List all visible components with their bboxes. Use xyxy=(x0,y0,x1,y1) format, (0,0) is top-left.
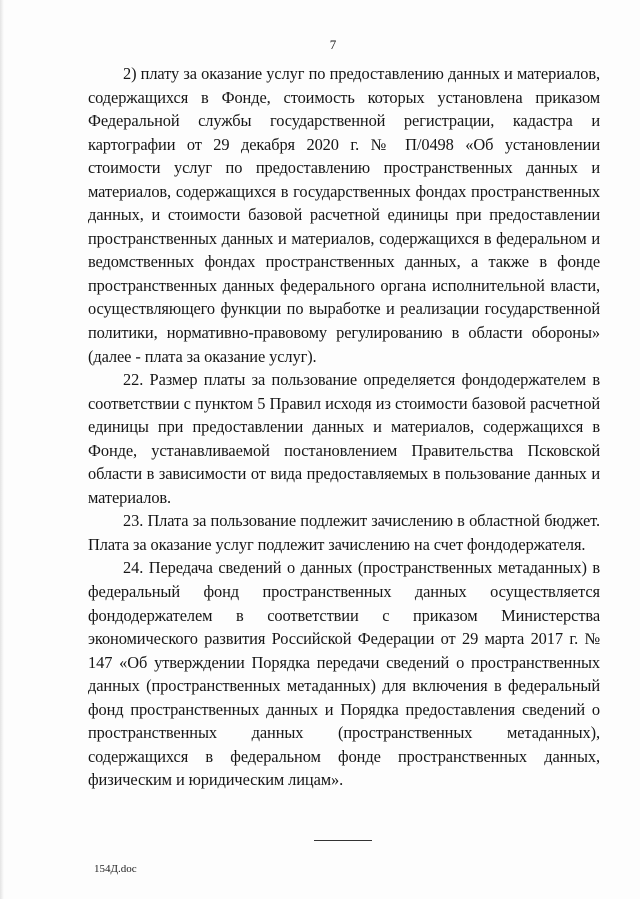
footer-filename: 154Д.doc xyxy=(94,863,137,875)
paragraph-22-fee-amount: 22. Размер платы за пользование определяется фондодержателем в соответствии с пунктом 5 Правил исходя из стоимости базовой расчетной единицы при предоставлении данных и материалов, содержащихся в Фонде, устанавливаемой постановлением Правительства Псковской области в зависимости от вида предоставляемых в пользование данных и материалов. xyxy=(88,370,600,507)
footnote-separator xyxy=(314,840,372,841)
page-edge xyxy=(0,0,4,899)
paragraph-23-fee-crediting: 23. Плата за пользование подлежит зачислению в областной бюджет. Плата за оказание услуг подлежит зачислению на счет фондодержателя. xyxy=(88,511,600,554)
paragraph-item-2-fee: 2) плату за оказание услуг по предоставлению данных и материалов, содержащихся в Фонде, стоимость которых установлена приказом Федеральной службы государственной регистрации, кадастра и картографии от 29 декабря 2020 г. № П/0498 «Об установлении стоимости услуг по предоставлению пространственных данных и материалов, содержащихся в государственных фондах пространственных данных, и стоимости базовой расчетной единицы при предоставлении пространственных данных и материалов, содержащихся в федеральном и ведомственных фондах пространственных данных, а также в фонде пространственных данных федерального органа исполнительной власти, осуществляющего функции по выработке и реализации государственной политики, нормативно-правовому регулированию в области обороны» (далее - плата за оказание услуг). xyxy=(88,64,600,366)
paragraph-24-metadata-transfer: 24. Передача сведений о данных (пространственных метаданных) в федеральный фонд пространственных данных осуществляется фондодержателем в соответствии с приказом Министерства экономического развития Российской Федерации от 29 марта 2017 г. № 147 «Об утверждении Порядка передачи сведений о пространственных данных (пространственных метаданных) для включения в федеральный фонд пространственных данных и Порядка предоставления сведений о пространственных данных (пространственных метаданных), содержащихся в федеральном фонде пространственных данных, физическим и юридическим лицам». xyxy=(88,558,600,790)
document-body xyxy=(88,62,600,792)
page-number: 7 xyxy=(329,37,337,52)
